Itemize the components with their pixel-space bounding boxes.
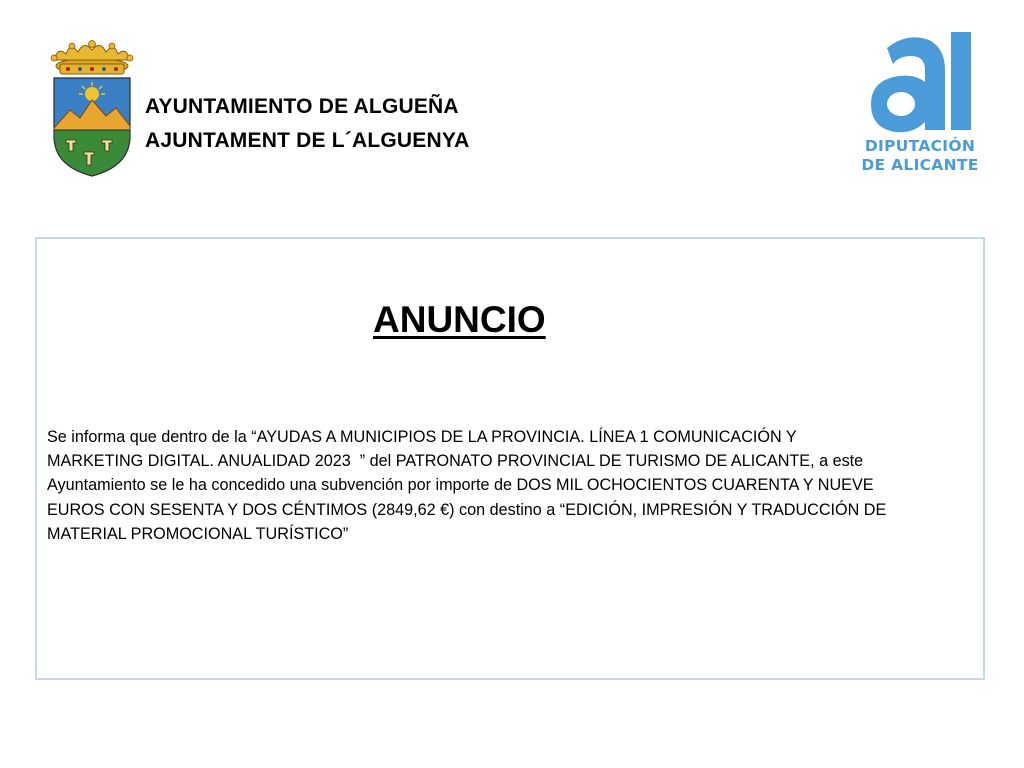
notice-body: Se informa que dentro de la “AYUDAS A MUNICIPIOS DE LA PROVINCIA. LÍNEA 1 COMUNICACIÓN Y MARKETING DIGITAL. ANUALIDAD 2023 ” del PATRONATO PROVINCIAL DE TURISMO DE ALICANTE, a este Ayuntamiento se le ha concedido una subvención por importe de DOS MIL OCHOCIENTOS CUARENTA Y NUEVE EUROS CON SESENTA Y DOS CÉNTIMOS (2849,62 €) con destino a “EDICIÓN, IMPRESIÓN Y TRADUCCIÓN DE MATERIAL PROMOCIONAL TURÍSTICO”: [47, 428, 887, 543]
crown-icon: [51, 41, 133, 75]
diputacion-line1: DIPUTACIÓN: [864, 137, 976, 155]
municipality-name-es: AYUNTAMIENTO DE ALGUEÑA: [145, 95, 459, 118]
coat-of-arms-icon: [46, 36, 138, 178]
diputacion-wordmark: [855, 137, 985, 175]
diputacion-logo: [855, 30, 985, 180]
municipality-names: [145, 90, 469, 158]
notice-title: ANUNCIO: [373, 299, 546, 340]
municipality-name-va: AJUNTAMENT DE L´ALGUENYA: [145, 129, 470, 152]
diputacion-a-logo-icon: [867, 30, 973, 138]
diputacion-line2: DE ALICANTE: [861, 156, 979, 174]
shield-icon: [54, 78, 130, 176]
